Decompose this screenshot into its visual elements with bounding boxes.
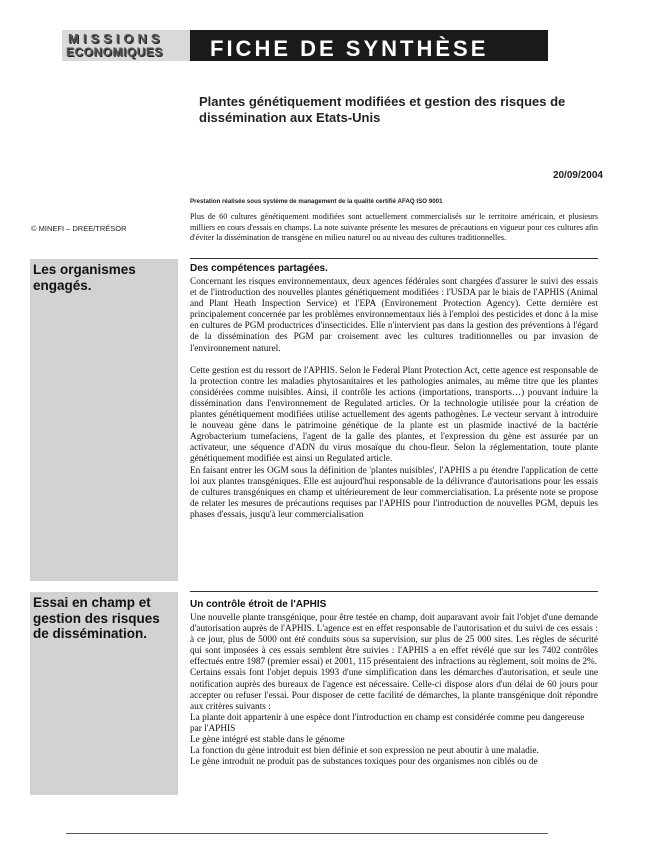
paragraph: En faisant entrer les OGM sous la définition de 'plantes nuisibles', l'APHIS a pu étendre l'application de cette loi aux plantes transgéniques. Elle est aujourd'hui responsable de la délivrance d'autorisations pour les essais de cultures transgéniques en champ et ultérieurement de leur commercialisation. La présente note se propose de relater les mesures de précautions requises par l'APHIS pour l'introduction de nouvelles PGM, depuis les phases d'essais, jusqu'à leur commercialisation [190, 465, 598, 520]
sidebar-label-essai: Essai en champ et gestion des risques de dissémination. [33, 595, 160, 641]
criterion-item: La plante doit appartenir à une espèce dont l'introduction en champ est considérée comme peu dangereuse par l'APHIS [190, 712, 585, 734]
intro-paragraph: Plus de 60 cultures génétiquement modifiées sont actuellement commercialisés sur le territoire américain, et plusieurs milliers en cours d'essais en champs. La note suivante présente les mesures de précautions en vigueur pour ces cultures afin d'éviter la dissémination de transgène en milieu naturel ou au niveau des cultures traditionnelles. [190, 212, 598, 243]
criterion-item: Le gène introduit ne produit pas de substances toxiques pour des organismes non ciblés ou de [190, 757, 538, 768]
quality-note: Prestation réalisée sous système de management de la qualité certifié AFAQ ISO 9001 [190, 198, 443, 205]
divider [190, 258, 598, 259]
sidebar-label-organismes: Les organismes engagés. [33, 262, 136, 293]
criterion-item: Le gène intégré est stable dans le génome [190, 735, 345, 746]
document-title: Plantes génétiquement modifiées et gestion des risques de dissémination aux Etats-Unis [199, 94, 566, 125]
paragraph: Certains essais font l'objet depuis 1993 d'une simplification dans les démarches d'autorisation, et seule une notification auprès des bureaux de l'agence est nécessaire. Celle-ci dispose alors d'un délai de 60 jours pour accepter ou refuser l'essai. Pour disposer de cette facilité de démarches, la plante transgénique doit répondre aux critères suivants : [190, 668, 598, 712]
section-2-body [190, 613, 598, 768]
logo-line-1: MISSIONS [68, 31, 164, 46]
banner-title: FICHE DE SYNTHÈSE [210, 36, 489, 61]
copyright-credit: © MINEFI – DREE/TRÉSOR [31, 224, 127, 233]
paragraph: Une nouvelle plante transgénique, pour être testée en champ, doit auparavant avoir fait l'objet d'une demande d'autorisation auprès de l'APHIS. L'agence est en effet responsable de l'autorisation et du suivi de ces essais : à ce jour, plus de 5000 ont été conduits sous sa supervision, sur plus de 25 000 sites. Les règles de sécurité qui sont imposées à ces essais semblent être suivies : l'APHIS a en effet révélé que sur les 7402 contrôles effectués entre 1987 (premier essai) et 2001, 115 présentaient des infractions au règlement, soit moins de 2%. [190, 613, 598, 668]
sidebar-section-2 [30, 592, 178, 795]
section-1-body [190, 277, 598, 521]
document-date: 20/09/2004 [552, 170, 603, 181]
section-heading-competences: Des compétences partagées. [190, 263, 328, 274]
footer-divider [66, 833, 548, 834]
section-heading-controle: Un contrôle étroit de l'APHIS [190, 599, 327, 610]
sidebar-section-1 [30, 259, 178, 581]
criterion-item: La fonction du gène introduit est bien définie et son expression ne peut aboutir à une maladie. [190, 746, 539, 757]
missions-economiques-logo [62, 30, 190, 61]
logo-line-2: ECONOMIQUES [66, 45, 163, 59]
header-banner [62, 30, 548, 61]
paragraph: Concernant les risques environnementaux, deux agences fédérales sont chargées d'assurer le suivi des essais et de l'introduction des nouvelles plantes génétiquement modifiées : l'USDA par le biais de l'APHIS (Animal and Plant Heath Inspection Service) et l'EPA (Environement Protection Agency). Cette dernière est principalement concernée par les problèmes environnementaux liés à l'emploi des pesticides et donc à la mise en cultures de PGM productrices d'insecticides. Elle n'intervient pas dans la gestion des préventions à l'égard de la dissémination des PGM par croisement avec les cultures traditionnelles ou par invasion de l'environnement naturel. [190, 277, 598, 354]
divider [190, 591, 598, 592]
paragraph: Cette gestion est du ressort de l'APHIS. Selon le Federal Plant Protection Act, cette agence est responsable de la protection contre les maladies phytosanitaires et les pathologies animales, au même titre que les plantes considérées comme nuisibles. Ainsi, il contrôle les actions (importations, transports…) pouvant induire la dissémination dans l'environnement de Regulated articles. Or la technologie utilisée pour la création de plantes génétiquement modifiées utilise actuellement des agents pathogènes. Le vecteur servant à introduire le nouveau gène dans le patrimoine génétique de la plante est un plasmide inactivé de la bactérie Agrobacterium tumefaciens, l'agent de la galle des plantes, et l'expression du gène est assurée par un activateur, une séquence d'ADN du virus mosaïque du chou-fleur. Selon la réglementation, toute plante génétiquement modifiée est ainsi un Regulated article. [190, 365, 598, 465]
